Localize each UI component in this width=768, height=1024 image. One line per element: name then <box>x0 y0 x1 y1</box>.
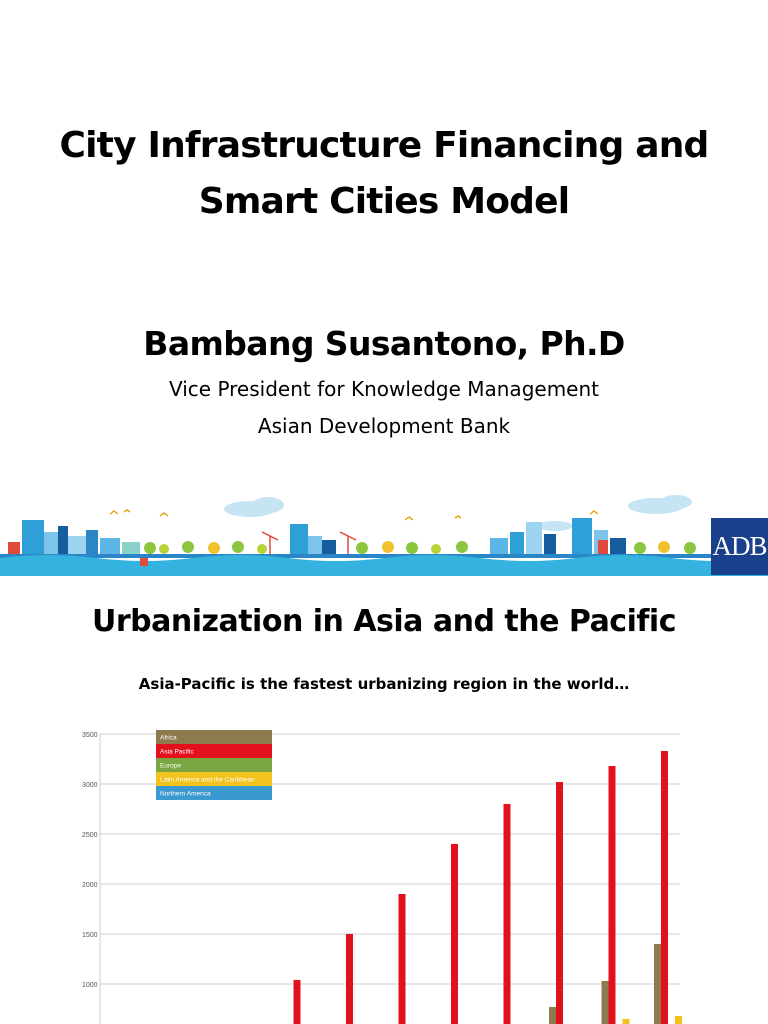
legend-label: Europe <box>160 762 181 770</box>
bar-asia-pacific <box>399 894 406 1024</box>
presenter-role: Vice President for Knowledge Management <box>168 377 599 401</box>
bar-asia-pacific <box>661 751 668 1024</box>
legend-label: Northern America <box>160 790 211 798</box>
buildings-decoration <box>8 518 626 556</box>
city-skyline-illustration <box>0 492 768 576</box>
y-tick-label: 2000 <box>82 882 98 889</box>
bar-asia-pacific <box>556 782 563 1024</box>
y-tick-label: 2500 <box>82 832 98 839</box>
bar-latin-america-and-the-caribbean <box>675 1016 682 1024</box>
y-tick-label: 3500 <box>82 732 98 739</box>
slide-divider <box>0 576 768 586</box>
slide-title <box>0 118 768 230</box>
presenter-organization: Asian Development Bank <box>257 414 511 438</box>
bar-asia-pacific <box>609 766 616 1024</box>
y-tick-label: 1000 <box>82 982 98 989</box>
bar-asia-pacific <box>451 844 458 1024</box>
urbanization-slide <box>0 586 768 1024</box>
legend-label: Asia Pacific <box>160 748 194 756</box>
y-tick-label: 1500 <box>82 932 98 939</box>
bar-africa <box>602 981 609 1024</box>
presenter-name: Bambang Susantono, Ph.D <box>143 324 625 363</box>
bar-africa <box>654 944 661 1024</box>
legend-label: Latin America and the Caribbean <box>160 776 255 784</box>
bar-asia-pacific <box>346 934 353 1024</box>
boat-decoration <box>140 558 148 566</box>
bar-asia-pacific <box>504 804 511 1024</box>
bar-africa <box>549 1007 556 1024</box>
legend-label: Africa <box>160 734 177 742</box>
bar-latin-america-and-the-caribbean <box>623 1019 630 1024</box>
water-decoration <box>0 555 768 576</box>
slide-title: Urbanization in Asia and the Pacific <box>91 604 676 639</box>
title-line-1: City Infrastructure Financing and <box>59 125 709 166</box>
adb-logo: ADB <box>711 518 768 575</box>
urban-population-bar-chart <box>0 726 768 1024</box>
slide-subtitle: Asia-Pacific is the fastest urbanizing region in the world… <box>138 675 630 693</box>
title-line-2: Smart Cities Model <box>198 181 570 222</box>
bird-decoration <box>110 510 598 520</box>
bar-asia-pacific <box>294 980 301 1024</box>
y-tick-label: 3000 <box>82 782 98 789</box>
